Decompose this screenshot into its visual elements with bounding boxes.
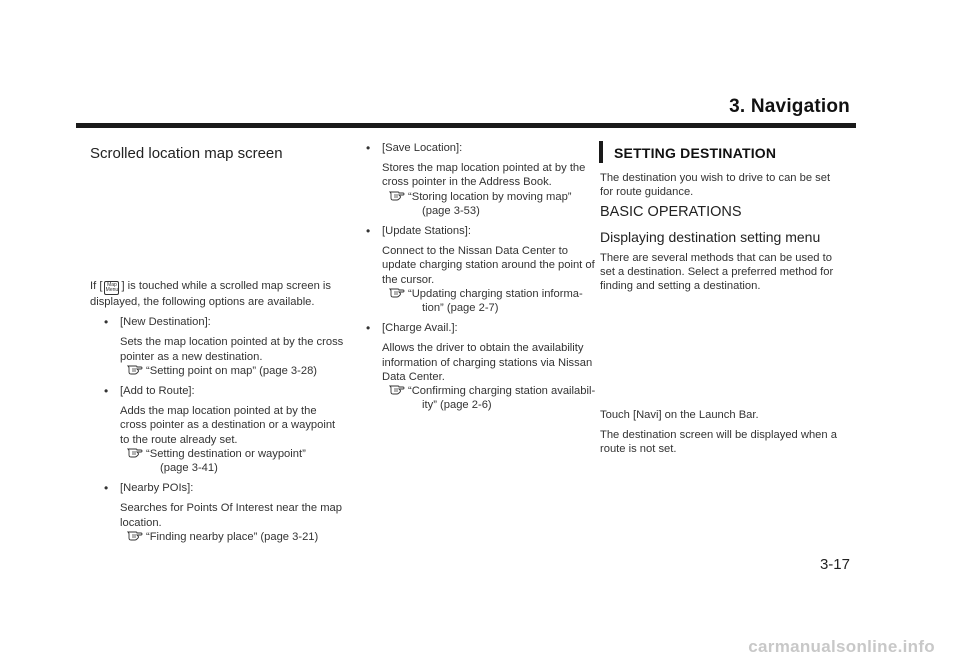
bullet-icon: • [366,141,371,155]
bullet-icon: • [104,384,109,399]
middle-column [352,141,602,412]
pointing-hand-icon [389,383,405,396]
right-para-2: Touch [Navi] on the Launch Bar. [600,409,759,421]
option-label: [New Destination]: [120,316,211,329]
heading-accent-bar [599,141,603,163]
option-label: [Save Location]: [382,142,463,154]
intro-line-1: If [ Map Menu ] is touched while a scrolled map screen is [90,280,331,293]
intro-line-2: displayed, the following options are available. [90,296,315,308]
section-title-scrolled-map: Scrolled location map screen [90,145,283,162]
right-para-1: There are several methods that can be used to set a destination. Select a preferred method for finding and setting a destination. [600,252,834,293]
section-heading-setting-destination: SETTING DESTINATION [614,145,777,161]
right-column: The destination you wish to drive to can be set for route guidance. [600,172,831,199]
cross-reference[interactable]: “Setting point on map” (page 3-28) [90,364,354,378]
pointing-hand-icon [389,286,405,299]
bullet-icon: • [104,481,109,496]
option-label: [Charge Avail.]: [382,322,458,335]
bullet-icon: • [104,315,109,330]
option-nearby-pois: • [Nearby POIs]: Searches for Points Of Interest near the map location. “Finding nearby place” (page 3-21) [90,481,354,544]
header-rule [76,123,856,128]
watermark: carmanualsonline.info [748,637,935,656]
right-para-3: The destination screen will be displayed when a route is not set. [600,429,837,456]
cross-reference[interactable]: “Finding nearby place” (page 3-21) [90,530,354,544]
chapter-title: 3. Navigation [729,96,850,117]
option-add-to-route: • [Add to Route]: Adds the map location pointed at by the cross pointer as a destination or a waypoint to the route already set. “Setting destination or waypoint” (page 3-41) [90,384,354,475]
option-charge-avail: • [Charge Avail.]: Allows the driver to obtain the availability information of charging stations via Nissan Data Center. “Confirming charging station availabil- ity” (page 2-6) [352,321,602,412]
subheading-displaying-menu: Displaying destination setting menu [600,229,821,245]
left-column [90,147,350,161]
cross-reference[interactable]: “Setting destination or waypoint” [90,447,354,461]
option-label: [Nearby POIs]: [120,482,194,495]
left-column-body [90,279,354,544]
option-new-destination: • [New Destination]: Sets the map location pointed at by the cross pointer as a new destination. “Setting point on map” (page 3-28) [90,315,354,378]
option-update-stations: • [Update Stations]: Connect to the Nissan Data Center to update charging station around the point of the cursor. “Updating charging station informa- tion” (page 2-7) [352,224,602,315]
cross-reference[interactable]: “Updating charging station informa- [352,287,602,301]
bullet-icon: • [366,321,371,336]
subheading-basic-operations: BASIC OPERATIONS [600,204,742,220]
pointing-hand-icon [127,363,143,376]
pointing-hand-icon [127,446,143,459]
pointing-hand-icon [389,189,405,202]
cross-reference[interactable]: “Storing location by moving map” [352,190,602,204]
bullet-icon: • [366,224,371,239]
pointing-hand-icon [127,529,143,542]
cross-reference[interactable]: “Confirming charging station availabil- [352,384,602,398]
option-label: [Add to Route]: [120,385,195,398]
map-menu-button-icon: Map Menu [105,282,119,293]
option-save-location: • [Save Location]: Stores the map location pointed at by the cross pointer in the Address Book. “Storing location by moving map” (page 3-53) [352,141,602,218]
option-label: [Update Stations]: [382,225,471,238]
page-number: 3-17 [819,556,850,573]
